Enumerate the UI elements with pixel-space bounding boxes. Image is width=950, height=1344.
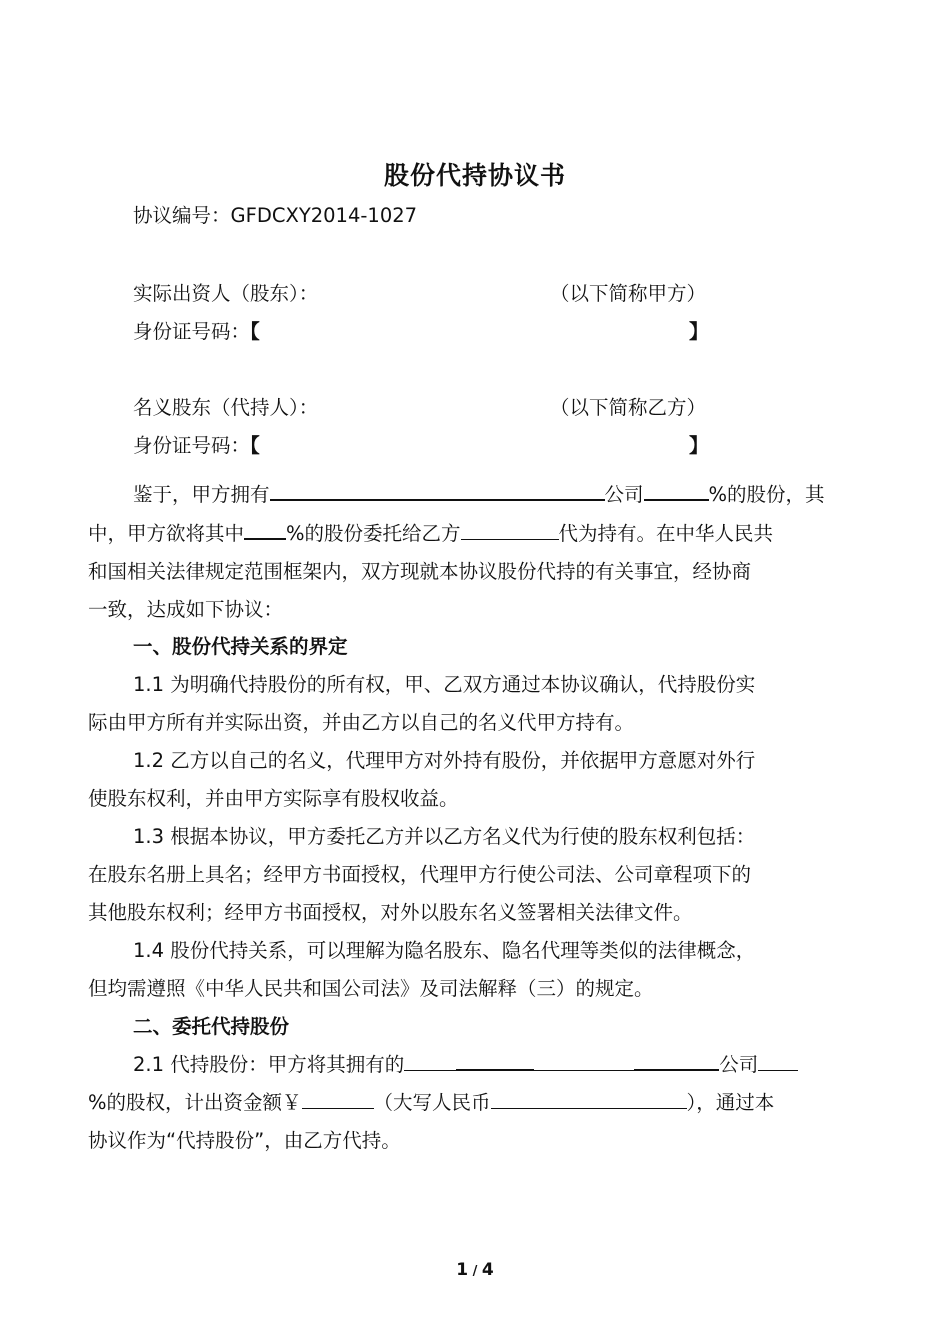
clause-1-3-line-3: 其他股东权利；经甲方书面授权，对外以股东名义签署相关法律文件。	[88, 901, 693, 924]
company-name-blank-c	[534, 1048, 634, 1071]
clause-1-1-line-2: 际由甲方所有并实际出资，并由乙方以自己的名义代甲方持有。	[88, 711, 635, 734]
share-percent-blank	[644, 477, 709, 501]
clause-1-1-line-1: 1.1 为明确代持股份的所有权，甲、乙双方通过本协议确认，代持股份实	[133, 673, 756, 696]
preamble-text: 公司	[604, 483, 644, 506]
preamble-text: %的股份，其	[708, 483, 825, 506]
clause-text: 公司	[719, 1053, 759, 1076]
clause-1-2-line-1: 1.2 乙方以自己的名义，代理甲方对外持有股份，并依据甲方意愿对外行	[133, 749, 756, 772]
party-a-id-line	[133, 314, 863, 350]
clause-2-1-line-2	[88, 1085, 863, 1121]
preamble-line-4: 一致，达成如下协议：	[88, 598, 284, 621]
clause-text: 2.1 代持股份：甲方将其拥有的	[133, 1053, 405, 1076]
party-b-label: 名义股东（代持人）：	[133, 396, 319, 419]
party-b-id-bracket-open: 【	[250, 434, 260, 457]
company-name-blank	[270, 477, 605, 501]
party-a-label: 实际出资人（股东）：	[133, 282, 319, 305]
party-b-name-blank	[461, 517, 559, 540]
clause-2-1-line-3: 协议作为“代持股份”，由乙方代持。	[88, 1129, 401, 1152]
section-1-heading: 一、股份代持关系的界定	[133, 635, 348, 658]
preamble-line-1	[133, 477, 863, 513]
clause-1-4-line-1: 1.4 股份代持关系，可以理解为隐名股东、隐名代理等类似的法律概念，	[133, 939, 756, 962]
clause-1-2-line-2: 使股东权利，并由甲方实际享有股权收益。	[88, 787, 459, 810]
clause-1-3-line-1: 1.3 根据本协议，甲方委托乙方并以乙方名义代为行使的股东权利包括：	[133, 825, 756, 848]
agreement-number-line	[133, 198, 863, 234]
preamble-text: 中，甲方欲将其中	[88, 522, 245, 545]
party-a-id-label: 身份证号码：	[133, 320, 251, 343]
agreement-number-value: GFDCXY2014-1027	[230, 204, 418, 227]
page-number	[0, 1258, 950, 1284]
party-b-line	[133, 390, 863, 426]
company-name-blank-d	[634, 1047, 719, 1071]
clause-1-4-line-2: 但均需遵照《中华人民共和国公司法》及司法解释（三）的规定。	[88, 977, 654, 1000]
party-a-id-bracket-close: 】	[689, 320, 709, 343]
equity-percent-blank	[758, 1048, 798, 1071]
clause-text: （大写人民币	[373, 1091, 491, 1114]
party-a-line	[133, 276, 863, 312]
page-total: 4	[481, 1260, 494, 1280]
page-separator: /	[468, 1264, 482, 1279]
agreement-number-label: 协议编号：	[133, 204, 231, 227]
preamble-text: 代为持有。在中华人民共	[558, 522, 774, 545]
party-b-id-line	[133, 428, 863, 464]
party-a-alias: （以下简称甲方）	[550, 282, 707, 305]
capital-amount-words-blank	[491, 1086, 687, 1109]
entrusted-percent-blank	[244, 516, 286, 540]
clause-1-3-line-2: 在股东名册上具名；经甲方书面授权，代理甲方行使公司法、公司章程项下的	[88, 863, 752, 886]
party-b-alias: （以下简称乙方）	[550, 396, 707, 419]
company-name-blank-a	[404, 1048, 456, 1071]
page-current: 1	[456, 1260, 469, 1280]
party-b-id-label: 身份证号码：	[133, 434, 251, 457]
preamble-text: 鉴于，甲方拥有	[133, 483, 270, 506]
clause-text: ），通过本	[686, 1091, 775, 1114]
party-b-id-bracket-close: 】	[689, 434, 709, 457]
preamble-line-3: 和国相关法律规定范围框架内，双方现就本协议股份代持的有关事宜，经协商	[88, 560, 752, 583]
clause-2-1-line-1	[133, 1047, 863, 1083]
capital-amount-blank	[302, 1086, 374, 1109]
section-2-heading: 二、委托代持股份	[133, 1015, 290, 1038]
document-title: 股份代持协议书	[383, 161, 566, 190]
preamble-line-2	[88, 516, 863, 552]
clause-text: %的股权，计出资金额￥	[88, 1091, 302, 1114]
preamble-text: %的股份委托给乙方	[286, 522, 461, 545]
company-name-blank-b	[456, 1047, 534, 1071]
party-a-id-bracket-open: 【	[250, 320, 260, 343]
